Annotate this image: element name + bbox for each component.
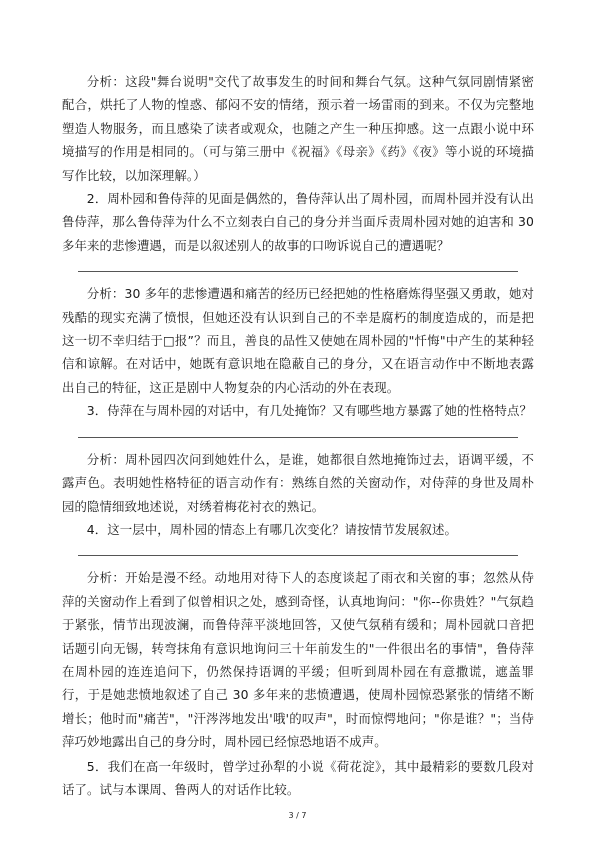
question-5: 5．我们在高一年级时，曾学过孙犁的小说《荷花淀》，其中最精彩的要数几段对话了。试与本课周、鲁两人的对话作比较。 [62,758,534,797]
question-4: 4．这一层中，周朴园的情态上有哪几次变化？请按情节发展叙述。 [86,521,458,537]
analysis-paragraph-4: 分析：开始是漫不经。动地用对待下人的态度谈起了雨衣和关窗的事；忽然从侍萍的关窗动作上看到了似曾相识之处，感到奇怪，认真地询问："你--你贵姓？"气氛趋于紧张，情节出现波澜，而鲁侍萍平淡地回答，又使气氛稍有缓和；周朴园就口音把话题引向无锡，转弯抹角有意识地询问三十年前发生的"一件很出名的事情"，鲁侍萍在周朴园的连连追问下，仍然保持语调的平缓；但听到周朴园在有意撒谎，遮盖罪行，于是她悲愤地叙述了自己 30 多年来的悲愤遭遇，使周朴园惊恐紧张的情绪不断增长；他时而"痛苦"，"汗涔涔地发出'哦'的叹声"，时而惊愕地问；"你是谁？"；当侍萍巧妙地露出自己的身分时，周朴园已经惊恐地语不成声。 [62,570,534,750]
analysis-paragraph-1: 分析：这段"舞台说明"交代了故事发生的时间和舞台气氛。这种气氛同剧情紧密配合，烘托了人物的惶惑、郁闷不安的情绪，预示着一场雷雨的到来。不仅为完整地塑造人物服务，而且感染了读者或观众，也随之产生一种压抑感。这一点跟小说中环境描写的作用是相同的。（可与第三册中《祝福》《母亲》《药》《夜》等小说的环境描写作比较，以加深理解。） [62,74,534,183]
document-body [62,70,534,801]
analysis-paragraph-2: 分析：30 多年的悲惨遭遇和痛苦的经历已经把她的性格磨炼得坚强又勇敢，她对残酷的现实充满了愤恨，但她还没有认识到自己的不幸是腐朽的制度造成的，而是把这一切不幸归结于□报”？而且，善良的品性又使她在周朴园的"忏悔"中产生的某种轻信和谅解。在对话中，她既有意识地在隐蔽自己的身分，又在语言动作中不断地表露出自己的特征，这正是剧中人物复杂的内心活动的外在表现。 [62,286,534,395]
answer-line [78,437,518,438]
question-2: 2．周朴园和鲁侍萍的见面是偶然的，鲁侍萍认出了周朴园，而周朴园并没有认出鲁侍萍，那么鲁侍萍为什么不立刻表白自己的身分并当面斥责周朴园对她的迫害和 30 多年来的悲惨遭遇，而是以叙述别人的故事的口吻诉说自己的遭遇呢？ [62,191,534,253]
question-3: 3．侍萍在与周朴园的对话中，有几处掩饰？又有哪些地方暴露了她的性格特点？ [86,403,532,419]
answer-line [78,555,518,556]
page-number: 3 / 7 [288,811,307,820]
analysis-paragraph-3: 分析：周朴园四次问到她姓什么，是谁，她都很自然地掩饰过去，语调平缓，不露声色。表明她性格特征的语言动作有：熟练自然的关窗动作，对侍萍的身世及周朴园的隐情细致地述说，对绣着梅花衬衣的熟记。 [62,451,534,514]
answer-line [78,271,518,272]
